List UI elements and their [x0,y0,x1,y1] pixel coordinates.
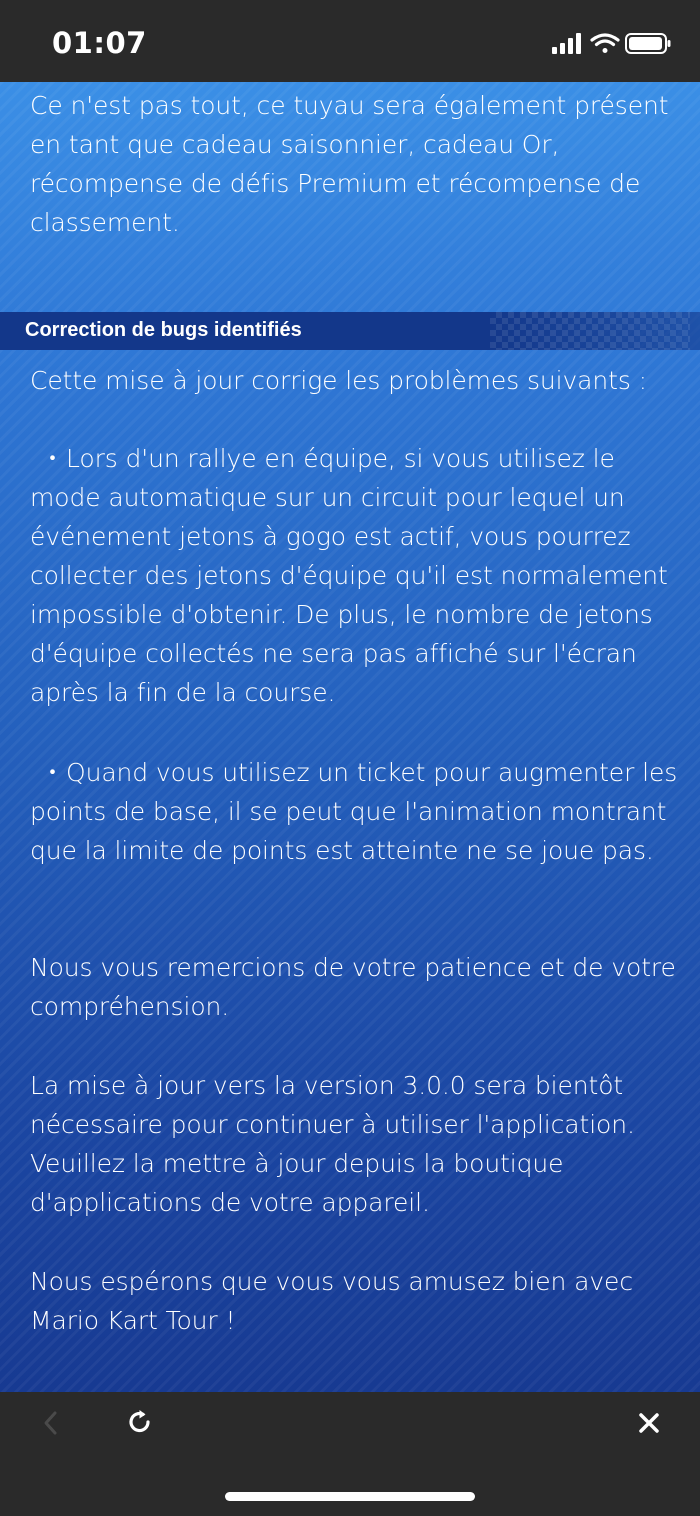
reload-icon [124,1406,156,1438]
bullet-symbol: ・ [40,444,65,473]
status-time: 01:07 [52,26,147,60]
back-button[interactable] [36,1408,66,1438]
bullet-text: Lors d'un rallye en équipe, si vous utilisez le mode automatique sur un circuit pour lequel un événement jetons à gogo est actif, vous pourrez collecter des jetons d'équipe qu'il est normalement impossible d'obtenir. De plus, le nombre de jetons d'équipe collectés ne sera pas affiché sur l'écran après la fin de la course. [30,444,668,707]
battery-icon [626,34,671,53]
close-icon [634,1408,664,1438]
fix-intro: Cette mise à jour corrige les problèmes suivants : [30,366,647,395]
thanks-paragraph: Nous vous remercions de votre patience et de votre compréhension. [30,953,676,1021]
bullet-item [30,753,680,870]
home-indicator[interactable] [225,1492,475,1501]
intro-paragraph: Ce n'est pas tout, ce tuyau sera également présent en tant que cadeau saisonnier, cadeau Or, récompense de défis Premium et récompense de classement. [30,91,669,237]
cellular-signal-icon [552,33,581,54]
status-icons [552,32,672,54]
section-title: Correction de bugs identifiés [25,319,302,341]
checkered-flag-pattern [490,312,690,350]
reload-button[interactable] [124,1406,156,1438]
closing-paragraph: Nous espérons que vous vous amusez bien avec Mario Kart Tour ! [30,1267,633,1335]
update-notice: La mise à jour vers la version 3.0.0 sera bientôt nécessaire pour continuer à utiliser l'application. Veuillez la mettre à jour depuis la boutique d'applications de votre appareil. [30,1071,635,1217]
bullet-item [30,439,680,712]
status-bar [0,0,700,82]
news-content[interactable] [0,82,700,1392]
section-header [0,312,700,350]
close-button[interactable] [634,1408,664,1438]
bullet-text: Quand vous utilisez un ticket pour augmenter les points de base, il se peut que l'animation montrant que la limite de points est atteinte ne se joue pas. [30,758,678,865]
bullet-symbol: ・ [40,758,65,787]
chevron-left-icon [36,1408,66,1438]
wifi-icon [592,35,618,53]
